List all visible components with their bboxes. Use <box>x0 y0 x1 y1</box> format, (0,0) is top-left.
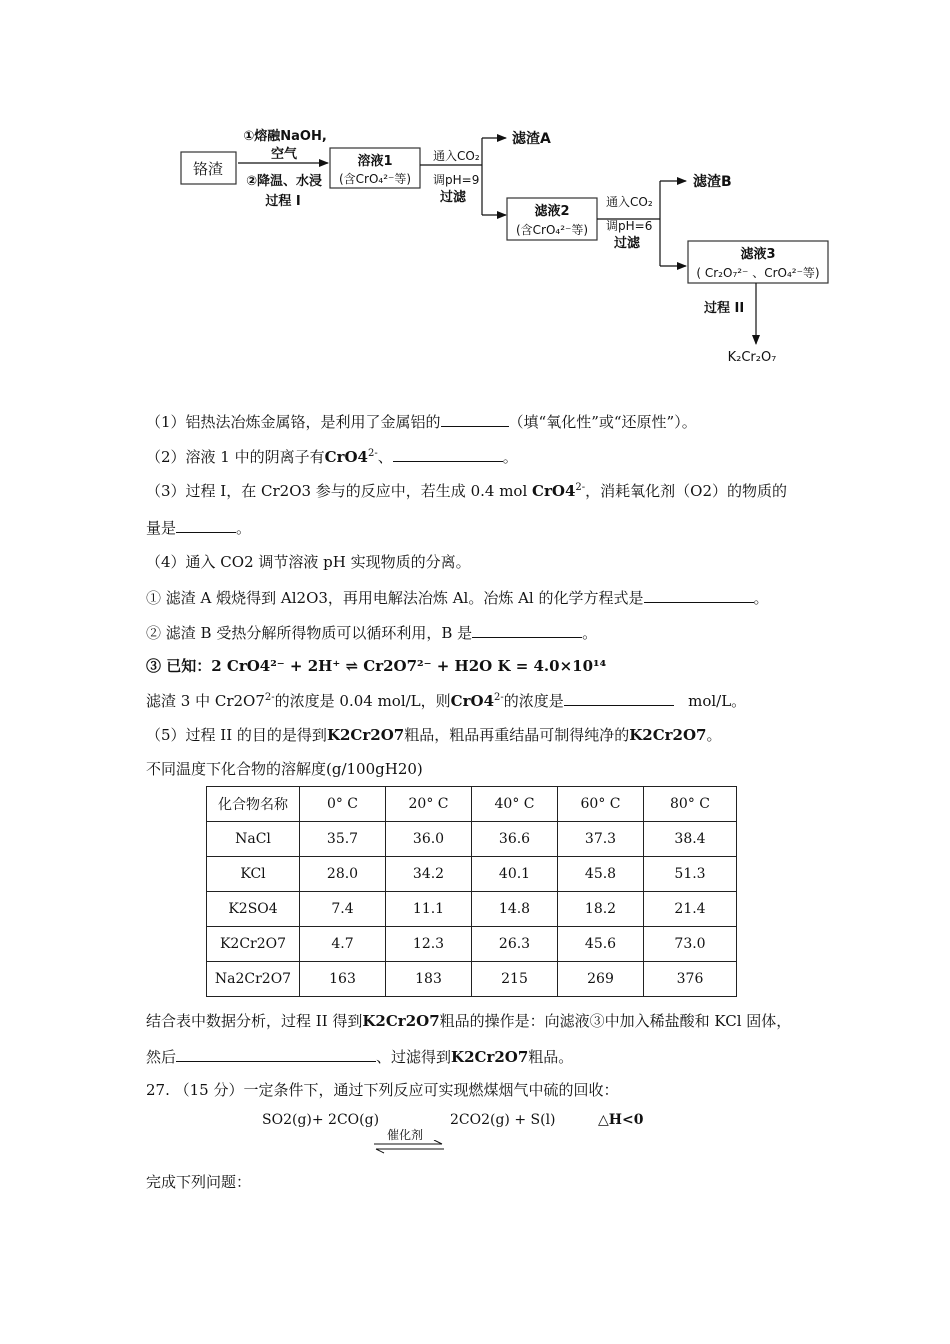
q4-3-ion: CrO4 <box>450 692 495 710</box>
q5-compound-1: K2Cr2O7 <box>326 726 405 744</box>
q2-answer-blank[interactable] <box>393 447 503 462</box>
table-cell: 37.3 <box>558 822 644 857</box>
q2-end: 。 <box>502 448 518 466</box>
q3-text-b: ，消耗氧化剂（O2）的物质的 <box>585 482 787 500</box>
q4-3-unit: mol/L。 <box>688 692 747 710</box>
filtrate2-sub: (含CrO₄²⁻等) <box>515 223 589 237</box>
filtrate3-sub: ( Cr₂O₇²⁻ 、CrO₄²⁻等) <box>696 266 820 280</box>
q2-text: （2）溶液 1 中的阴离子有 <box>146 448 325 466</box>
table-cell: 35.7 <box>300 822 386 857</box>
table-cell: 269 <box>558 962 644 997</box>
question-3 <box>146 482 787 500</box>
q3-ion: CrO4 <box>532 482 576 500</box>
table-cell: 183 <box>386 962 472 997</box>
q5-compound-2: K2Cr2O7 <box>629 726 707 744</box>
q4-3-equation-text: ③ 已知：2 CrO4²⁻ + 2H⁺ ⇌ Cr2O7²⁻ + H2O K = 4.0×10¹⁴ <box>146 657 607 675</box>
q4-1-answer-blank[interactable] <box>644 588 754 603</box>
table-cell: 18.2 <box>558 892 644 927</box>
q5-end-2: 粗品。 <box>528 1048 574 1066</box>
step1-bottom-b: 过程 I <box>265 194 301 209</box>
q4-3-charge1: 2- <box>264 692 275 703</box>
table-row <box>207 892 737 927</box>
table-cell: 40.1 <box>472 857 558 892</box>
solution1-sub: (含CrO₄²⁻等) <box>338 172 412 186</box>
table-cell: NaCl <box>207 822 300 857</box>
q4-3-answer-blank[interactable] <box>564 691 674 706</box>
q3-ion-charge: 2- <box>575 482 586 493</box>
table-row <box>207 857 737 892</box>
q4-1-end: 。 <box>753 589 769 607</box>
arrow2-top: 通入CO₂ <box>433 149 480 163</box>
q4-3-text: 滤渣 3 中 Cr2O7 <box>146 692 265 710</box>
q5-compound-3: K2Cr2O7 <box>362 1012 440 1030</box>
table-cell: 11.1 <box>386 892 472 927</box>
question-5-analysis <box>146 1012 791 1030</box>
header-cell: 60° C <box>558 787 644 822</box>
residueB: 滤渣B <box>693 174 732 190</box>
table-cell: 73.0 <box>644 927 737 962</box>
table-cell: 38.4 <box>644 822 737 857</box>
table-row <box>207 927 737 962</box>
filtrate3-title: 滤液3 <box>740 247 776 262</box>
q2-ion-charge: 2- <box>367 448 378 459</box>
arrow2-bottom: 过滤 <box>440 190 467 205</box>
q4-3-charge2: 2- <box>494 692 504 703</box>
table-row <box>207 822 737 857</box>
q5-text-b: 粗品，粗品再重结晶可制得纯净的 <box>404 726 630 744</box>
table-cell: 26.3 <box>472 927 558 962</box>
arrow3-mid: 调pH=6 <box>606 219 653 233</box>
table-cell: 163 <box>300 962 386 997</box>
process2-label: 过程 II <box>704 301 745 316</box>
table-cell: 36.6 <box>472 822 558 857</box>
q1-hint: （填“氧化性”或“还原性”）。 <box>508 413 697 431</box>
question-5-cont <box>146 1047 573 1066</box>
question-4-3 <box>146 691 746 710</box>
step1-top-a: ①熔融NaOH, <box>243 129 327 144</box>
q4-2-text: ② 滤渣 B 受热分解所得物质可以循环利用，B 是 <box>146 624 473 642</box>
table-header-row <box>207 787 737 822</box>
q1-answer-blank[interactable] <box>441 412 509 427</box>
table-cell: KCl <box>207 857 300 892</box>
table-cell: 45.6 <box>558 927 644 962</box>
q27-end-text: 完成下列问题： <box>146 1173 252 1191</box>
table-cell: 21.4 <box>644 892 737 927</box>
table-cell: 28.0 <box>300 857 386 892</box>
table-cell: 215 <box>472 962 558 997</box>
header-cell: 80° C <box>644 787 737 822</box>
q3-answer-blank[interactable] <box>176 518 236 533</box>
question-4-1 <box>146 588 769 607</box>
question-27-end <box>146 1173 251 1191</box>
table-cell: K2SO4 <box>207 892 300 927</box>
q27-text: 27. （15 分）一定条件下，通过下列反应可实现燃煤烟气中硫的回收： <box>146 1081 619 1099</box>
table-cell: 51.3 <box>644 857 737 892</box>
q4-text: （4）通入 CO2 调节溶液 pH 实现物质的分离。 <box>146 553 471 571</box>
eq27-dh: △H<0 <box>598 1112 644 1128</box>
eq27-catalyst: 催化剂 <box>387 1128 424 1142</box>
q4-2-end: 。 <box>582 624 598 642</box>
question-27 <box>146 1081 618 1099</box>
q4-2-answer-blank[interactable] <box>472 623 582 638</box>
q5-text-d: 结合表中数据分析，过程 II 得到 <box>146 1012 363 1030</box>
q3-text: （3）过程 I，在 Cr2O3 参与的反应中，若生成 0.4 mol <box>146 482 528 500</box>
question-2 <box>146 447 518 466</box>
step1-bottom-a: ②降温、水浸 <box>245 174 323 189</box>
step1-top-b: 空气 <box>270 147 298 162</box>
product-label: K₂Cr₂O₇ <box>727 350 777 365</box>
q2-sep: 、 <box>377 448 393 466</box>
q5-text: （5）过程 II 的目的是得到 <box>146 726 327 744</box>
question-4-3-equation <box>146 657 606 675</box>
table-cell: Na2Cr2O7 <box>207 962 300 997</box>
q5-compound-4: K2Cr2O7 <box>451 1048 529 1066</box>
arrow3-bottom: 过滤 <box>614 236 641 251</box>
q3-end: 。 <box>236 519 252 537</box>
table-cell: 4.7 <box>300 927 386 962</box>
question-5 <box>146 726 722 744</box>
q2-ion: CrO4 <box>324 448 368 466</box>
solubility-table <box>206 786 737 997</box>
table-caption <box>146 760 423 778</box>
table-cell: 376 <box>644 962 737 997</box>
process-flowchart <box>0 0 950 380</box>
table-row <box>207 962 737 997</box>
filtrate2-title: 滤液2 <box>534 204 570 219</box>
question-1 <box>146 412 697 431</box>
table-cell: 45.8 <box>558 857 644 892</box>
question-4 <box>146 553 471 571</box>
q5-end: 。 <box>706 726 722 744</box>
eq27-left: SO2(g)+ 2CO(g) <box>262 1112 380 1128</box>
table-cell: 36.0 <box>386 822 472 857</box>
header-cell: 40° C <box>472 787 558 822</box>
q5-text-f: 然后 <box>146 1048 177 1066</box>
arrow3-top: 通入CO₂ <box>606 195 653 209</box>
q4-3-text-b: 的浓度是 0.04 mol/L，则 <box>274 692 451 710</box>
q5-text-g: 、过滤得到 <box>376 1048 452 1066</box>
question-4-2 <box>146 623 597 642</box>
solution1-title: 溶液1 <box>357 154 393 169</box>
table-cell: 7.4 <box>300 892 386 927</box>
q4-1-text: ① 滤渣 A 煅烧得到 Al2O3，再用电解法冶炼 Al。冶炼 Al 的化学方程式是 <box>146 589 644 607</box>
table-cell: 14.8 <box>472 892 558 927</box>
start-label: 铬渣 <box>192 160 224 178</box>
header-cell: 化合物名称 <box>207 787 300 822</box>
header-cell: 0° C <box>300 787 386 822</box>
table-caption-text: 不同温度下化合物的溶解度(g/100gH20) <box>146 760 423 778</box>
equilibrium-arrow-icon <box>372 1140 446 1154</box>
q1-text: （1）铝热法冶炼金属铬，是利用了金属铝的 <box>146 413 441 431</box>
eq27-right: 2CO2(g) + S(l) <box>450 1112 556 1128</box>
table-cell: K2Cr2O7 <box>207 927 300 962</box>
table-cell: 12.3 <box>386 927 472 962</box>
q4-3-text-c: 的浓度是 <box>503 692 564 710</box>
residueA: 滤渣A <box>512 131 551 147</box>
q3-text-c: 量是 <box>146 519 177 537</box>
q5-text-e: 粗品的操作是：向滤液③中加入稀盐酸和 KCl 固体， <box>439 1012 792 1030</box>
table-cell: 34.2 <box>386 857 472 892</box>
q5-answer-blank[interactable] <box>176 1047 376 1062</box>
header-cell: 20° C <box>386 787 472 822</box>
question-3-cont <box>146 518 251 537</box>
arrow2-mid: 调pH=9 <box>433 173 480 187</box>
